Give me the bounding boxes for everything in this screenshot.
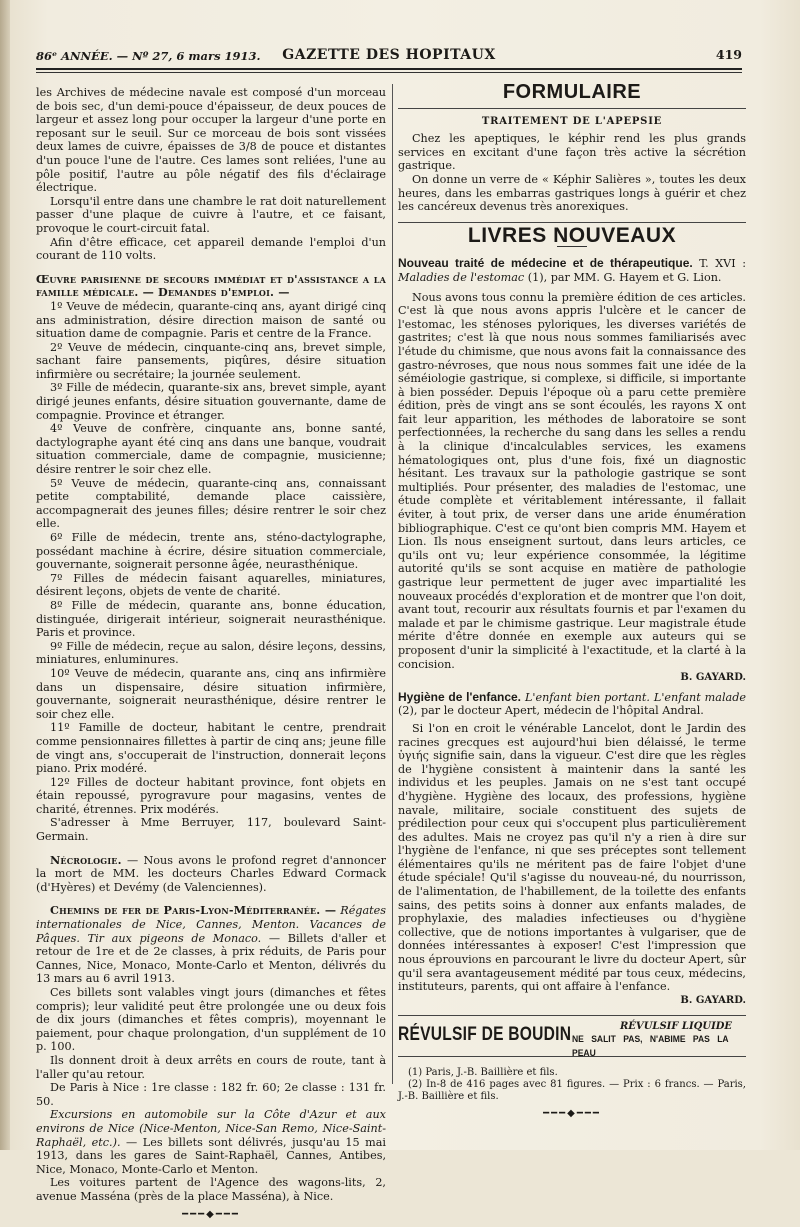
left-column xyxy=(36,86,386,1227)
apepsie-paragraph-2: On donne un verre de « Képhir Salières », toutes les deux heures, dans les embarras gastriques longs à guérir et chez les cancéreux devenus très anorexiques. xyxy=(398,172,746,214)
book1-review: Nous avons tous connu la première édition de ces articles. C'est là que nous avons appris l'ulcère et le cancer de l'estomac, les sténoses pyloriques, les diverses variétés de gastrites; c'est là que nous nous sommes familiarisés avec l'étude du chimisme, que nous avons fait la connaissance des gastro-névroses, que nous nous sommes fait une idée de la séméiologie gastrique, si complexe, si difficile, si importante à bien posséder. Depuis l'époque où a paru cette première édition, près de vingt ans se sont écoulés, les rayons X ont fait leur apparition, les méthodes de laboratoire se sont perfectionnées, la recherche du sang dans les selles a rendu à la clinique d'incalculables services, les examens hématologiques ont, plus d'une fois, fixé un diagnostic hésitant. Les travaux sur la pathologie gastrique se sont multipliés. Pour présenter, des maladies de l'estomac, une étude complète et véritablement intéressante, il fallait éviter, à tout prix, de verser dans une aride énumération bibliographique. C'est ce qu'ont bien compris MM. Hayem et Lion. Ils nous enseignent surtout, dans leurs articles, ce qu'ils ont vu; leur expérience consommée, la légitime autorité qu'ils se sont acquise en matière de pathologie gastrique leur permettent de juger avec impartialité les nouveaux procédés d'exploration et de montrer que l'on doit, avant tout, recourir aux résultats fournis et par l'examen du malade et par le chimisme gastrique. Leur magistrale étude mérite d'être donnée en exemple aux auteurs qui se proposent d'unir la simplicité à l'exactitude, et la clarté à la concision. xyxy=(398,290,746,671)
page-header xyxy=(36,46,742,66)
necrologie-heading: Nécrologie. xyxy=(50,852,122,867)
section-rule xyxy=(398,108,746,109)
list-item: 1º Veuve de médecin, quarante-cinq ans, ayant dirigé cinq ans administration, désire direction maison de santé ou situation dame de compagnie. Paris et centre de la France. xyxy=(36,299,386,341)
book2-review: Si l'on en croit le vénérable Lancelot, dont le Jardin des racines grecques est aujourd'hui bien délaissé, le terme ὑγιής signifie sain, dans la vigueur. C'est dire que les règles de l'hygiène consistent à maintenir dans la santé les individus et les peuples. Jamais on ne s'est tant occupé d'hygiène. Hygiène des locaux, des professions, hygiène navale, militaire, sociale constituent des sujets de prédilection pour ceux qui s'occupent plus particulièrement des adultes. Mais ne croyez pas qu'il n'y a rien à dire sur l'hygiène de l'enfance, ni que ses préceptes sont tellement élémentaires qu'ils ne méritent pas de faire l'objet d'une étude spéciale! Qu'il s'agisse du nouveau-né, du nourrisson, de l'alimentation, de l'habillement, de la toilette des enfants sains, des petits soins à donner aux enfants malades, de prophylaxie, des maladies infectieuses ou d'hygiène collective, que de notions importantes à vulgariser, que de données intéressantes à exposer! C'est l'impression que nous éprouvions en parcourant le livre du docteur Apert, sûr qu'il sera avantageusement médité par tous ceux, médecins, instituteurs, parents, qui ont affaire à l'enfance. xyxy=(398,721,746,994)
footnotes xyxy=(398,1067,746,1103)
oeuvre-address: S'adresser à Mme Berruyer, 117, boulevard Saint-Germain. xyxy=(36,816,386,844)
excursions-paragraph: Excursions en automobile sur la Côte d'Azur et aux environs de Nice (Nice-Menton, Nice-San Remo, Nice-Saint-Raphaël, etc.). — Les billets sont délivrés, jusqu'au 15 mai 1913, dans les gares de Saint-Raphaël, Cannes, Antibes, Nice, Monaco, Monte-Carlo et Menton. xyxy=(36,1108,386,1176)
section-rule xyxy=(398,222,746,223)
footnote-item: (1) Paris, J.-B. Baillière et fils. xyxy=(408,1067,558,1079)
rat-trap-paragraph-3: Afin d'être efficace, cet appareil demande l'emploi d'un courant de 110 volts. xyxy=(36,235,386,263)
chemins-prices: De Paris à Nice : 1re classe : 182 fr. 60; 2e classe : 131 fr. 50. xyxy=(36,1081,386,1108)
list-item: 6º Fille de médecin, trente ans, sténo-dactylographe, possédant machine à écrire, désire situation commerciale, gouvernante, soignerait personne âgée, neurasthénique. xyxy=(36,531,386,572)
ad-tagline: RÉVULSIF LIQUIDE xyxy=(620,1021,733,1033)
oeuvre-heading: Œuvre parisienne de secours immédiat et d'assistance a la famille médicale. — Demandes d'emploi. — xyxy=(36,271,386,300)
list-item: 11º Famille de docteur, habitant le centre, prendrait comme pensionnaires fillettes à partir de cinq ans; jeune fille de vingt ans, s'occuperait de l'instruction, donnerait leçons piano. Prix modéré. xyxy=(36,721,386,776)
list-item: 5º Veuve de médecin, quarante-cinq ans, connaissant petite comptabilité, demande place caissière, accompagnerait des jeunes filles; désire rentrer le soir chez elle. xyxy=(36,476,386,531)
list-item: 8º Fille de médecin, quarante ans, bonne éducation, distinguée, dirigerait intérieur, soignerait neurasthénique. Paris et province. xyxy=(36,598,386,640)
page-binding xyxy=(0,0,10,1150)
formulaire-title: FORMULAIRE xyxy=(502,81,642,103)
rat-trap-paragraph: les Archives de médecine navale est composé d'un morceau de bois sec, d'un demi-pouce d'épaisseur, de deux pouces de largeur et assez long pour occuper la largeur d'une porte en reposant sur le seuil. Sur ce morceau de bois sont vissées deux lames de cuivre, épaisses de 3/8 de pouce et distantes d'un pouce l'une de l'autre. Ces lames sont reliées, l'une au pôle positif, l'autre au pôle négatif des fils d'éclairage électrique. xyxy=(36,86,386,195)
chemins-paragraph: Chemins de fer de Paris-Lyon-Méditerranée. — Régates internationales de Nice, Cannes, Menton. Vacances de Pâques. Tir aux pigeons de Monaco. — Billets d'aller et retour de 1re et de 2e classes, à prix réduits, de Paris pour Cannes, Nice, Monaco, Monte-Carlo et Menton, délivrés du 13 mars au 6 avril 1913. xyxy=(36,903,386,986)
page-number: 419 xyxy=(715,47,742,62)
review-signature: B. GAYARD. xyxy=(680,672,746,684)
column-divider xyxy=(392,84,393,1084)
employment-requests xyxy=(36,300,386,817)
apepsie-paragraph: Chez les apeptiques, le képhir rend les plus grands services en excitant d'une façon très active la sécrétion gastrique. xyxy=(398,132,746,173)
rat-trap-paragraph-2: Lorsqu'il entre dans une chambre le rat doit naturellement passer d'une plaque de cuivre à l'autre, et ce faisant, provoque le court-circuit fatal. xyxy=(36,194,386,235)
chemins-heading: Chemins de fer de Paris-Lyon-Méditerranée. — xyxy=(50,903,337,918)
list-item: 2º Veuve de médecin, cinquante-cinq ans, brevet simple, sachant faire pansements, piqûres, désire situation infirmière ou secrétaire; la journée seulement. xyxy=(36,340,386,381)
chemins-paragraph-3: Ils donnent droit à deux arrêts en cours de route, tant à l'aller qu'au retour. xyxy=(36,1053,386,1081)
ornament-divider: ━━━◆━━━ xyxy=(182,1208,240,1220)
voitures-paragraph: Les voitures partent de l'Agence des wagons-lits, 2, avenue Masséna (près de la place Masséna), à Nice. xyxy=(36,1176,386,1203)
necrologie-paragraph: Nécrologie. — Nous avons le profond regret d'annoncer la mort de MM. les docteurs Charles Edward Cormack (d'Hyères) et Devémy (de Valenciennes). xyxy=(36,852,386,894)
list-item: 3º Fille de médecin, quarante-six ans, brevet simple, ayant dirigé jeunes enfants, désire situation gouvernante, dame de compagnie. Province et étranger. xyxy=(36,381,386,422)
advertisement xyxy=(398,1015,746,1057)
livres-title: LIVRES NOUVEAUX xyxy=(467,223,677,247)
book2-heading: Hygiène de l'enfance. L'enfant bien portant. L'enfant malade (2), par le docteur Apert, médecin de l'hôpital Andral. xyxy=(398,689,746,718)
list-item: 7º Filles de médecin faisant aquarelles, miniatures, désirent leçons, objets de vente de charité. xyxy=(36,571,386,599)
ad-brand: RÉVULSIF DE BOUDIN xyxy=(398,1024,572,1046)
right-column xyxy=(398,81,746,1127)
list-item: 12º Filles de docteur habitant province, font objets en étain repoussé, pyrogravure pour magasins, ventes de charité, étrennes. Prix modérés. xyxy=(36,775,386,816)
book1-heading: Nouveau traité de médecine et de thérapeutique. T. XVI : Maladies de l'estomac (1), par MM. G. Hayem et G. Lion. xyxy=(398,256,746,284)
header-rule-thin xyxy=(36,72,742,73)
list-item: 4º Veuve de confrère, cinquante ans, bonne santé, dactylographe ayant été cinq ans dans une banque, voudrait situation commerciale, dame de compagnie, musicienne; désire rentrer le soir chez elle. xyxy=(36,422,386,477)
review-signature: B. GAYARD. xyxy=(680,994,746,1006)
issue-info: 86ᵉ ANNÉE. — Nº 27, 6 mars 1913. xyxy=(36,49,261,63)
list-item: 10º Veuve de médecin, quarante ans, cinq ans infirmière dans un dispensaire, désire situation infirmière, gouvernante, soignerait neurasthénique, désire rentrer le soir chez elle. xyxy=(36,666,386,721)
chemins-paragraph-2: Ces billets sont valables vingt jours (dimanches et fêtes compris); leur validité peut être prolongée une ou deux fois de dix jours (dimanches et fêtes compris), moyennant le paiement, pour chaque prolongation, d'un supplément de 10 p. 100. xyxy=(36,986,386,1054)
ad-claim: NE SALIT PAS, N'ABIME PAS LA PEAU xyxy=(572,1034,729,1059)
journal-title: GAZETTE DES HOPITAUX xyxy=(282,47,496,63)
list-item: 9º Fille de médecin, reçue au salon, désire leçons, dessins, miniatures, enluminures. xyxy=(36,639,386,667)
footnote-item: (2) In-8 de 416 pages avec 81 figures. — Prix : 6 francs. — Paris, J.-B. Baillière et fils. xyxy=(398,1079,746,1103)
header-rule xyxy=(36,68,742,70)
apepsie-title: TRAITEMENT DE L'APEPSIE xyxy=(481,115,663,127)
ornament-divider: ━━━◆━━━ xyxy=(543,1108,601,1120)
